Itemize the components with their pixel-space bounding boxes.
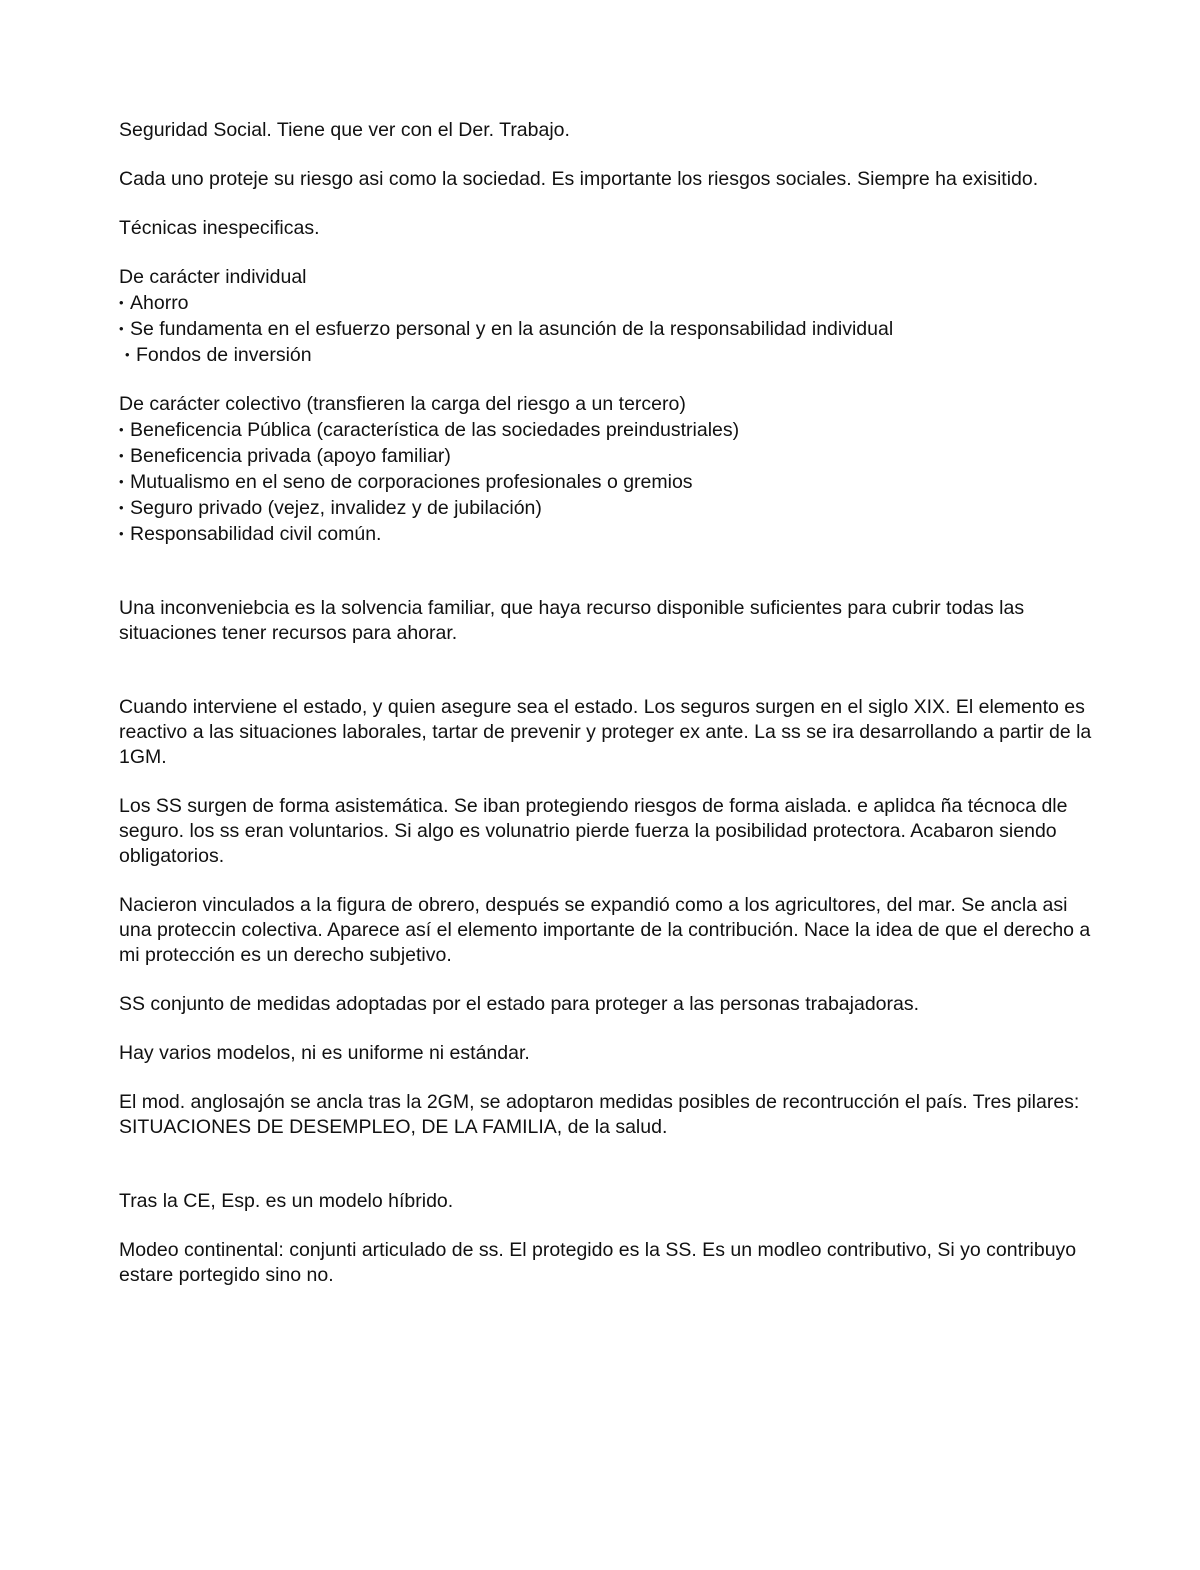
section-colectivo-heading: De carácter colectivo (transfieren la carga del riesgo a un tercero) [119,393,686,415]
list-item: • Responsabilidad civil común. [119,523,382,545]
paragraph-tecnicas: Técnicas inespecificas. [119,217,320,239]
list-item: • Seguro privado (vejez, invalidez y de jubilación) [119,497,542,519]
list-colectivo [119,417,1099,547]
section-colectivo [119,392,1099,547]
bullet-icon: • [119,295,124,310]
paragraph-inconveniencia: Una inconveniebcia es la solvencia familiar, que haya recurso disponible suficientes para cubrir todas las situaciones tener recursos para ahorar. [119,597,1025,644]
paragraph-intro: Cada uno proteje su riesgo asi como la sociedad. Es importante los riesgos sociales. Siempre ha exisitido. [119,168,1039,190]
bullet-icon: • [119,474,124,489]
bullet-icon: • [119,526,124,541]
paragraph-title: Seguridad Social. Tiene que ver con el Der. Trabajo. [119,119,570,141]
list-item: • Mutualismo en el seno de corporaciones profesionales o gremios [119,471,693,493]
paragraph-hibrido: Tras la CE, Esp. es un modelo híbrido. [119,1190,454,1212]
section-individual [119,265,1099,368]
bullet-icon: • [119,500,124,515]
bullet-icon: • [119,321,124,336]
bullet-icon: • [119,448,124,463]
bullet-icon: • [119,422,124,437]
list-item: • Beneficencia Pública (característica de las sociedades preindustriales) [119,419,740,441]
bullet-icon: • [125,347,130,362]
list-item: • Se fundamenta en el esfuerzo personal y en la asunción de la responsabilidad individual [119,318,894,340]
list-item: • Fondos de inversión [125,344,312,366]
paragraph-anglosajon: El mod. anglosajón se ancla tras la 2GM, se adoptaron medidas posibles de recontrucción el país. Tres pilares: SITUACIONES DE DESEMPLEO, DE LA FAMILIA, de la salud. [119,1091,1080,1138]
paragraph-modelos: Hay varios modelos, ni es uniforme ni estándar. [119,1042,530,1064]
paragraph-asistematica: Los SS surgen de forma asistemática. Se iban protegiendo riesgos de forma aislada. e aplidca ña técnoca dle seguro. los ss eran voluntarios. Si algo es volunatrio pierde fuerza la posibilidad protectora. Acabaron siendo obligatorios. [119,795,1068,867]
paragraph-continental: Modeo continental: conjunti articulado de ss. El protegido es la SS. Es un modleo contributivo, Si yo contribuyo estare portegido sino no. [119,1239,1077,1286]
list-individual [119,290,1099,368]
paragraph-obrero: Nacieron vinculados a la figura de obrero, después se expandió como a los agricultores, del mar. Se ancla asi una proteccin colectiva. Aparece así el elemento importante de la contribución. Nace la idea de que el derecho a mi protección es un derecho subjetivo. [119,894,1091,966]
paragraph-estado: Cuando interviene el estado, y quien asegure sea el estado. Los seguros surgen en el siglo XIX. El elemento es reactivo a las situaciones laborales, tartar de prevenir y proteger ex ante. La ss se ira desarrollando a partir de la 1GM. [119,696,1092,768]
list-item: • Beneficencia privada (apoyo familiar) [119,445,451,467]
list-item: • Ahorro [119,292,189,314]
section-individual-heading: De carácter individual [119,266,307,288]
document-body [119,118,1099,1312]
paragraph-definicion: SS conjunto de medidas adoptadas por el estado para proteger a las personas trabajadoras. [119,993,920,1015]
